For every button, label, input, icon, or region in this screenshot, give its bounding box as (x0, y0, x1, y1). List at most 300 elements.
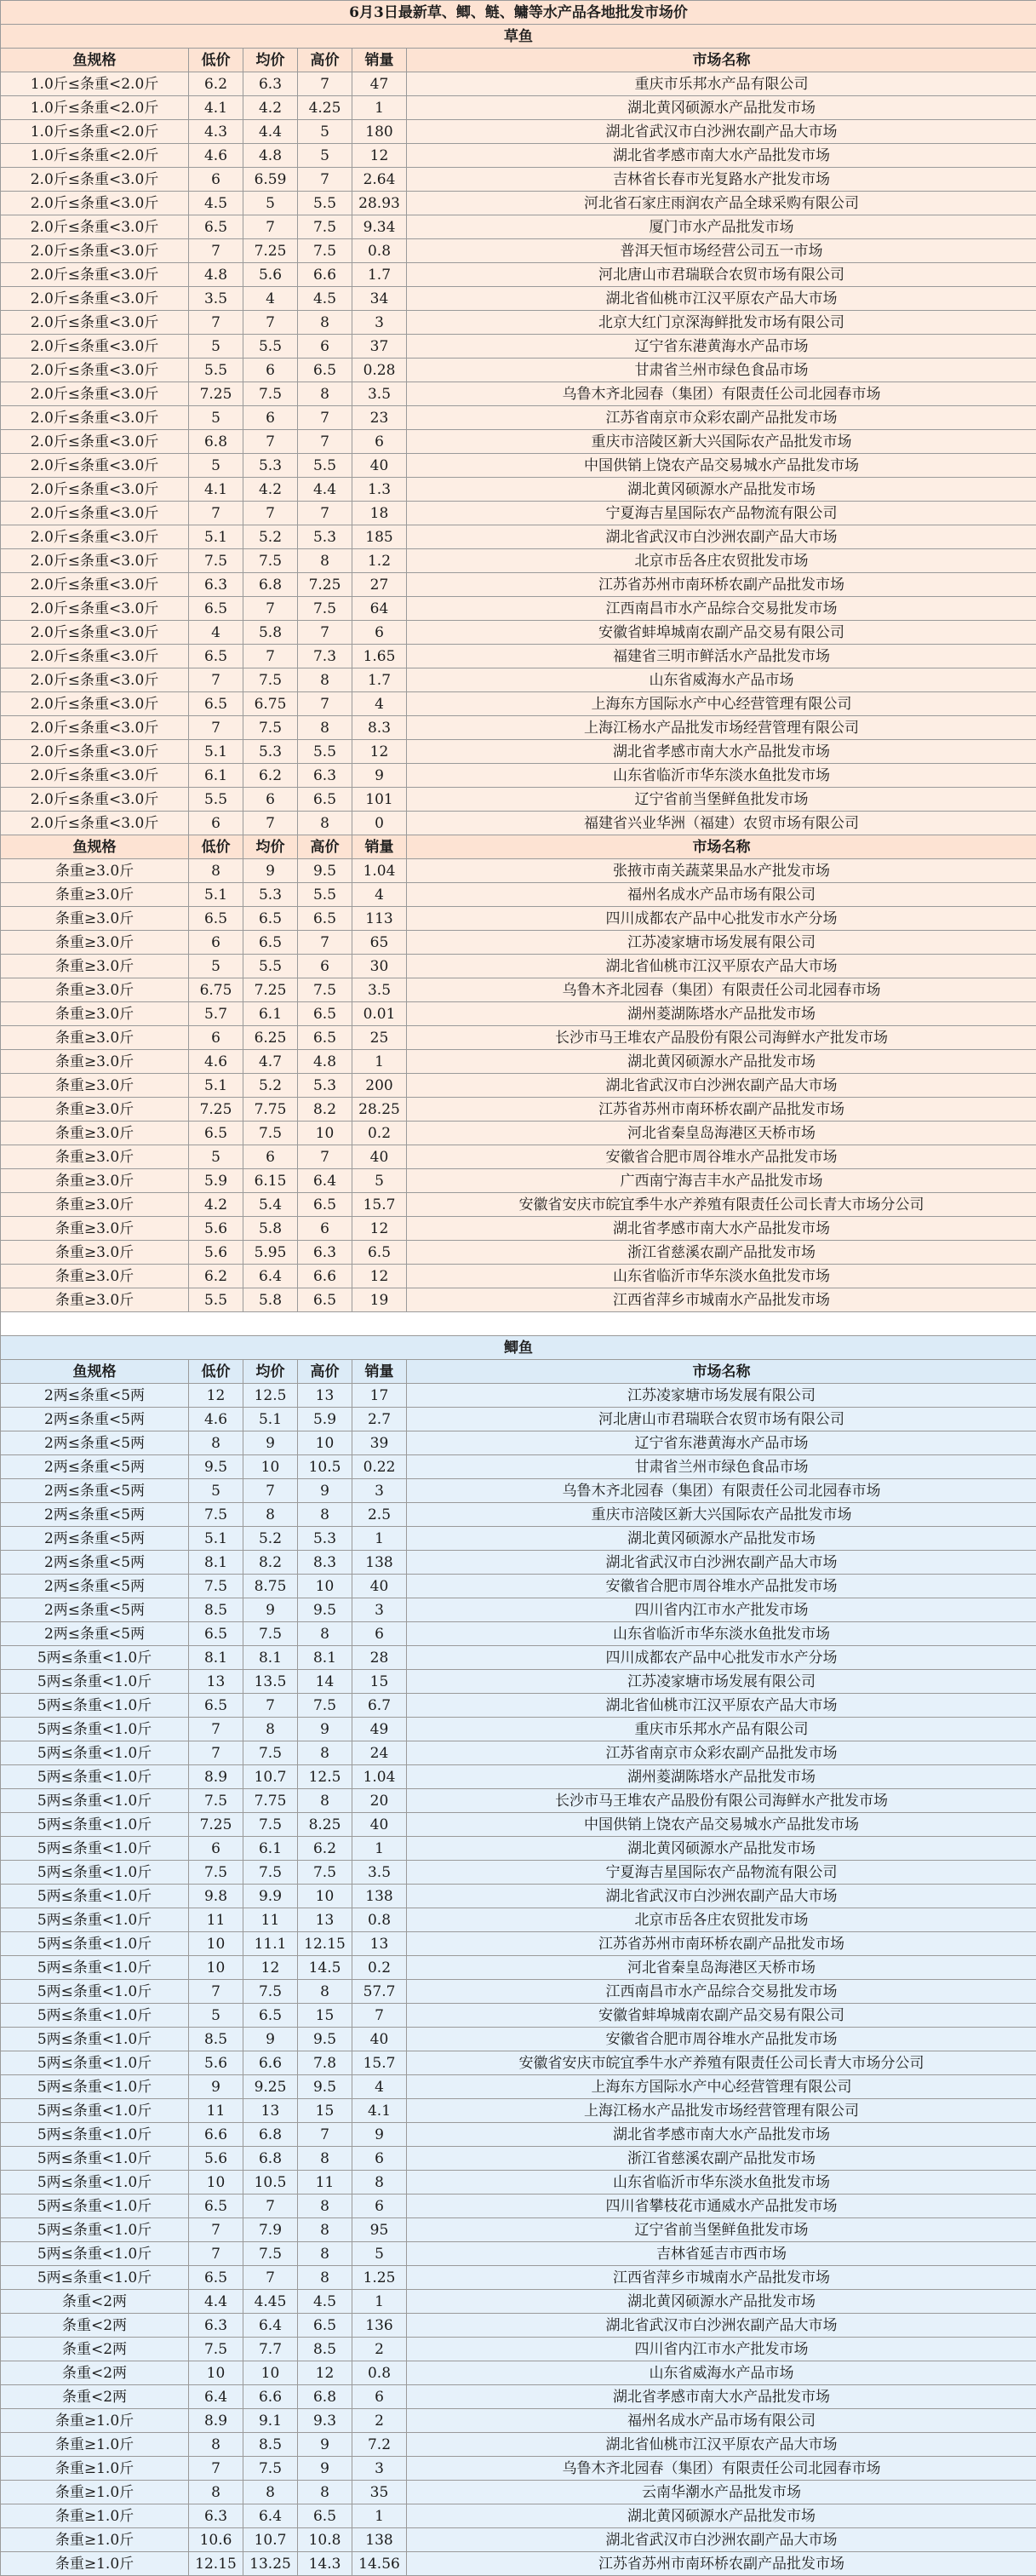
volume-cell: 7.2 (352, 2433, 407, 2457)
header-volume: 销量 (352, 1360, 407, 1384)
market-name-cell: 湖北省武汉市白沙洲农副产品大市场 (407, 1551, 1036, 1575)
market-name-cell: 厦门市水产品批发市场 (407, 215, 1036, 239)
low-price-cell: 6.5 (189, 215, 243, 239)
high-price-cell: 12.15 (298, 1932, 352, 1956)
low-price-cell: 7 (189, 668, 243, 692)
table-row (1, 2171, 1036, 2194)
table-row (1, 1145, 1036, 1169)
high-price-cell: 6.6 (298, 263, 352, 287)
spec-cell: 5两≤条重<1.0斤 (1, 1980, 189, 2004)
table-row (1, 1813, 1036, 1837)
volume-cell: 1 (352, 1050, 407, 1074)
avg-price-cell: 6.5 (243, 931, 298, 955)
volume-cell: 101 (352, 788, 407, 812)
high-price-cell: 6.5 (298, 788, 352, 812)
page-title: 6月3日最新草、鲫、鲢、鳙等水产品各地批发市场价 (1, 1, 1036, 25)
market-name-cell: 北京大红门京深海鲜批发市场有限公司 (407, 311, 1036, 335)
avg-price-cell: 7.5 (243, 668, 298, 692)
table-row (1, 1479, 1036, 1503)
low-price-cell: 5.1 (189, 1074, 243, 1098)
avg-price-cell: 6.4 (243, 2504, 298, 2528)
spec-cell: 条重≥3.0斤 (1, 1193, 189, 1217)
market-name-cell: 湖州菱湖陈塔水产品批发市场 (407, 1002, 1036, 1026)
high-price-cell: 10 (298, 1885, 352, 1908)
low-price-cell: 7 (189, 1741, 243, 1765)
volume-cell: 12 (352, 1217, 407, 1241)
avg-price-cell: 10.7 (243, 2528, 298, 2552)
spec-cell: 5两≤条重<1.0斤 (1, 1765, 189, 1789)
volume-cell: 5 (352, 1169, 407, 1193)
spec-cell: 5两≤条重<1.0斤 (1, 2099, 189, 2123)
spec-cell: 2.0斤≤条重<3.0斤 (1, 335, 189, 359)
spec-cell: 2.0斤≤条重<3.0斤 (1, 239, 189, 263)
volume-cell: 9.34 (352, 215, 407, 239)
spec-cell: 2两≤条重<5两 (1, 1408, 189, 1431)
header-spec: 鱼规格 (1, 835, 189, 859)
avg-price-cell: 13 (243, 2099, 298, 2123)
market-name-cell: 安徽省安庆市皖宜季牛水产养殖有限责任公司长青大市场分公司 (407, 2051, 1036, 2075)
spec-cell: 5两≤条重<1.0斤 (1, 1718, 189, 1741)
high-price-cell: 7 (298, 621, 352, 645)
avg-price-cell: 6.6 (243, 2385, 298, 2409)
spec-cell: 2.0斤≤条重<3.0斤 (1, 645, 189, 668)
volume-cell: 4.1 (352, 2099, 407, 2123)
table-row (1, 430, 1036, 454)
avg-price-cell: 4 (243, 287, 298, 311)
high-price-cell: 7.5 (298, 597, 352, 621)
spec-cell: 条重≥1.0斤 (1, 2481, 189, 2504)
volume-cell: 40 (352, 454, 407, 478)
spec-cell: 5两≤条重<1.0斤 (1, 1956, 189, 1980)
table-row (1, 1408, 1036, 1431)
market-name-cell: 吉林省延吉市西市场 (407, 2242, 1036, 2266)
table-row (1, 2338, 1036, 2361)
spec-cell: 2.0斤≤条重<3.0斤 (1, 692, 189, 716)
market-name-cell: 湖北黄冈硕源水产品批发市场 (407, 2290, 1036, 2314)
low-price-cell: 6 (189, 1026, 243, 1050)
table-row (1, 2075, 1036, 2099)
low-price-cell: 7.5 (189, 2338, 243, 2361)
low-price-cell: 5.5 (189, 788, 243, 812)
table-row (1, 1837, 1036, 1861)
market-name-cell: 山东省临沂市华东淡水鱼批发市场 (407, 1265, 1036, 1288)
table-row (1, 1885, 1036, 1908)
market-name-cell: 河北唐山市君瑞联合农贸市场有限公司 (407, 1408, 1036, 1431)
low-price-cell: 6.6 (189, 2123, 243, 2147)
high-price-cell: 11 (298, 2171, 352, 2194)
avg-price-cell: 7 (243, 645, 298, 668)
low-price-cell: 6.5 (189, 1694, 243, 1718)
volume-cell: 12 (352, 740, 407, 764)
avg-price-cell: 9 (243, 859, 298, 883)
market-name-cell: 江苏省苏州市南环桥农副产品批发市场 (407, 573, 1036, 597)
market-name-cell: 上海江杨水产品批发市场经营管理有限公司 (407, 716, 1036, 740)
avg-price-cell: 7 (243, 1694, 298, 1718)
table-row (1, 1241, 1036, 1265)
spec-cell: 2.0斤≤条重<3.0斤 (1, 430, 189, 454)
volume-cell: 23 (352, 406, 407, 430)
spec-cell: 2两≤条重<5两 (1, 1479, 189, 1503)
market-name-cell: 乌鲁木齐北园春（集团）有限责任公司北园春市场 (407, 978, 1036, 1002)
volume-cell: 17 (352, 1384, 407, 1408)
spec-cell: 条重≥1.0斤 (1, 2504, 189, 2528)
table-row (1, 597, 1036, 621)
high-price-cell: 7 (298, 692, 352, 716)
low-price-cell: 5.1 (189, 740, 243, 764)
table-row (1, 2314, 1036, 2338)
market-name-cell: 湖北黄冈硕源水产品批发市场 (407, 96, 1036, 120)
spec-cell: 2两≤条重<5两 (1, 1455, 189, 1479)
high-price-cell: 7 (298, 931, 352, 955)
section-title-row (1, 25, 1036, 49)
low-price-cell: 4.1 (189, 96, 243, 120)
low-price-cell: 6.5 (189, 645, 243, 668)
high-price-cell: 8 (298, 2242, 352, 2266)
market-name-cell: 安徽省安庆市皖宜季牛水产养殖有限责任公司长青大市场分公司 (407, 1193, 1036, 1217)
spec-cell: 5两≤条重<1.0斤 (1, 1694, 189, 1718)
volume-cell: 0.01 (352, 1002, 407, 1026)
spec-cell: 条重≥3.0斤 (1, 1217, 189, 1241)
table-row (1, 1265, 1036, 1288)
table-row (1, 1694, 1036, 1718)
header-avg: 均价 (243, 835, 298, 859)
table-row (1, 287, 1036, 311)
high-price-cell: 5.5 (298, 740, 352, 764)
table-row (1, 2361, 1036, 2385)
low-price-cell: 6.3 (189, 2314, 243, 2338)
market-name-cell: 湖州菱湖陈塔水产品批发市场 (407, 1765, 1036, 1789)
table-row (1, 2099, 1036, 2123)
volume-cell: 0.28 (352, 359, 407, 382)
market-name-cell: 江苏省苏州市南环桥农副产品批发市场 (407, 2552, 1036, 2576)
table-row (1, 2290, 1036, 2314)
market-name-cell: 宁夏海吉星国际农产品物流有限公司 (407, 1861, 1036, 1885)
table-row (1, 1980, 1036, 2004)
high-price-cell: 9 (298, 2457, 352, 2481)
low-price-cell: 8.5 (189, 1598, 243, 1622)
market-name-cell: 广西南宁海吉丰水产品批发市场 (407, 1169, 1036, 1193)
high-price-cell: 14 (298, 1670, 352, 1694)
spec-cell: 条重≥1.0斤 (1, 2528, 189, 2552)
market-name-cell: 江苏凌家塘市场发展有限公司 (407, 1670, 1036, 1694)
market-name-cell: 四川省内江市水产批发市场 (407, 1598, 1036, 1622)
high-price-cell: 10 (298, 1431, 352, 1455)
high-price-cell: 8 (298, 2147, 352, 2171)
high-price-cell: 8 (298, 1789, 352, 1813)
high-price-cell: 9.5 (298, 1598, 352, 1622)
spec-cell: 2.0斤≤条重<3.0斤 (1, 573, 189, 597)
table-row (1, 1741, 1036, 1765)
high-price-cell: 12 (298, 2361, 352, 2385)
market-name-cell: 山东省临沂市华东淡水鱼批发市场 (407, 2171, 1036, 2194)
avg-price-cell: 7.5 (243, 1861, 298, 1885)
table-row (1, 621, 1036, 645)
high-price-cell: 7 (298, 430, 352, 454)
market-name-cell: 浙江省慈溪农副产品批发市场 (407, 2147, 1036, 2171)
volume-cell: 1.25 (352, 2266, 407, 2290)
spec-cell: 2.0斤≤条重<3.0斤 (1, 549, 189, 573)
avg-price-cell: 6.75 (243, 692, 298, 716)
avg-price-cell: 6.59 (243, 168, 298, 192)
high-price-cell: 7 (298, 72, 352, 96)
volume-cell: 95 (352, 2218, 407, 2242)
spec-cell: 5两≤条重<1.0斤 (1, 2123, 189, 2147)
volume-cell: 14.56 (352, 2552, 407, 2576)
volume-cell: 13 (352, 1932, 407, 1956)
low-price-cell: 7 (189, 311, 243, 335)
avg-price-cell: 7.5 (243, 1813, 298, 1837)
avg-price-cell: 7 (243, 430, 298, 454)
table-row (1, 1074, 1036, 1098)
market-name-cell: 福州名成水产品市场有限公司 (407, 883, 1036, 907)
high-price-cell: 8 (298, 382, 352, 406)
market-name-cell: 湖北黄冈硕源水产品批发市场 (407, 1527, 1036, 1551)
spec-cell: 5两≤条重<1.0斤 (1, 2147, 189, 2171)
table-row (1, 2504, 1036, 2528)
high-price-cell: 7.5 (298, 1861, 352, 1885)
market-name-cell: 重庆市乐邦水产品有限公司 (407, 72, 1036, 96)
avg-price-cell: 8.1 (243, 1646, 298, 1670)
spec-cell: 条重≥1.0斤 (1, 2552, 189, 2576)
volume-cell: 1.2 (352, 549, 407, 573)
volume-cell: 20 (352, 1789, 407, 1813)
volume-cell: 15.7 (352, 1193, 407, 1217)
market-name-cell: 安徽省蚌埠城南农副产品交易有限公司 (407, 2004, 1036, 2028)
market-name-cell: 长沙市马王堆农产品股份有限公司海鲜水产批发市场 (407, 1789, 1036, 1813)
section-spacer (1, 1312, 1036, 1336)
avg-price-cell: 4.8 (243, 144, 298, 168)
market-name-cell: 山东省威海水产品市场 (407, 2361, 1036, 2385)
volume-cell: 6 (352, 1622, 407, 1646)
low-price-cell: 10 (189, 2361, 243, 2385)
avg-price-cell: 6.4 (243, 1265, 298, 1288)
market-name-cell: 上海江杨水产品批发市场经营管理有限公司 (407, 2099, 1036, 2123)
low-price-cell: 6 (189, 931, 243, 955)
volume-cell: 1.65 (352, 645, 407, 668)
high-price-cell: 9 (298, 1718, 352, 1741)
market-name-cell: 湖北黄冈硕源水产品批发市场 (407, 1837, 1036, 1861)
high-price-cell: 15 (298, 2099, 352, 2123)
table-row (1, 478, 1036, 502)
table-row (1, 1646, 1036, 1670)
low-price-cell: 8.1 (189, 1646, 243, 1670)
avg-price-cell: 4.7 (243, 1050, 298, 1074)
low-price-cell: 8.1 (189, 1551, 243, 1575)
avg-price-cell: 7 (243, 502, 298, 525)
avg-price-cell: 5.2 (243, 525, 298, 549)
spec-cell: 条重≥1.0斤 (1, 2457, 189, 2481)
high-price-cell: 5.5 (298, 883, 352, 907)
avg-price-cell: 7.5 (243, 1980, 298, 2004)
spec-cell: 2.0斤≤条重<3.0斤 (1, 668, 189, 692)
avg-price-cell: 8.75 (243, 1575, 298, 1598)
avg-price-cell: 7.5 (243, 2457, 298, 2481)
low-price-cell: 5 (189, 406, 243, 430)
high-price-cell: 15 (298, 2004, 352, 2028)
high-price-cell: 6.5 (298, 1026, 352, 1050)
spec-cell: 2两≤条重<5两 (1, 1503, 189, 1527)
table-row (1, 1789, 1036, 1813)
table-row (1, 311, 1036, 335)
low-price-cell: 7 (189, 502, 243, 525)
spec-cell: 5两≤条重<1.0斤 (1, 1932, 189, 1956)
low-price-cell: 11 (189, 1908, 243, 1932)
high-price-cell: 8.25 (298, 1813, 352, 1837)
low-price-cell: 5.1 (189, 883, 243, 907)
table-row (1, 1551, 1036, 1575)
high-price-cell: 12.5 (298, 1765, 352, 1789)
title-row (1, 1, 1036, 25)
market-name-cell: 湖北省武汉市白沙洲农副产品大市场 (407, 2314, 1036, 2338)
market-name-cell: 湖北省孝感市南大水产品批发市场 (407, 740, 1036, 764)
high-price-cell: 8.2 (298, 1098, 352, 1122)
market-name-cell: 江苏省南京市众彩农副产品批发市场 (407, 406, 1036, 430)
market-name-cell: 安徽省合肥市周谷堆水产品批发市场 (407, 1145, 1036, 1169)
avg-price-cell: 13.25 (243, 2552, 298, 2576)
table-row (1, 2409, 1036, 2433)
spec-cell: 2两≤条重<5两 (1, 1598, 189, 1622)
table-row (1, 120, 1036, 144)
high-price-cell: 8.3 (298, 1551, 352, 1575)
volume-cell: 40 (352, 1813, 407, 1837)
high-price-cell: 5 (298, 144, 352, 168)
high-price-cell: 6.5 (298, 907, 352, 931)
market-name-cell: 重庆市涪陵区新大兴国际农产品批发市场 (407, 1503, 1036, 1527)
high-price-cell: 7.3 (298, 645, 352, 668)
spec-cell: 2.0斤≤条重<3.0斤 (1, 502, 189, 525)
avg-price-cell: 4.2 (243, 478, 298, 502)
low-price-cell: 8.9 (189, 2409, 243, 2433)
market-name-cell: 山东省威海水产品市场 (407, 668, 1036, 692)
table-row (1, 1026, 1036, 1050)
volume-cell: 40 (352, 1575, 407, 1598)
table-row (1, 1503, 1036, 1527)
table-row (1, 263, 1036, 287)
high-price-cell: 9.5 (298, 859, 352, 883)
low-price-cell: 7.25 (189, 1813, 243, 1837)
table-row (1, 645, 1036, 668)
low-price-cell: 6.3 (189, 2504, 243, 2528)
avg-price-cell: 6.3 (243, 72, 298, 96)
spec-cell: 5两≤条重<1.0斤 (1, 2028, 189, 2051)
volume-cell: 6 (352, 2194, 407, 2218)
spec-cell: 2.0斤≤条重<3.0斤 (1, 215, 189, 239)
market-name-cell: 北京市岳各庄农贸批发市场 (407, 549, 1036, 573)
volume-cell: 3.5 (352, 1861, 407, 1885)
table-row (1, 2433, 1036, 2457)
low-price-cell: 7.5 (189, 1503, 243, 1527)
low-price-cell: 7.5 (189, 549, 243, 573)
avg-price-cell: 8.5 (243, 2433, 298, 2457)
volume-cell: 6 (352, 2147, 407, 2171)
avg-price-cell: 7.7 (243, 2338, 298, 2361)
table-row (1, 406, 1036, 430)
volume-cell: 6.5 (352, 1241, 407, 1265)
table-row (1, 1431, 1036, 1455)
avg-price-cell: 6.1 (243, 1837, 298, 1861)
low-price-cell: 7.5 (189, 1861, 243, 1885)
low-price-cell: 4.4 (189, 2290, 243, 2314)
spec-cell: 1.0斤≤条重<2.0斤 (1, 72, 189, 96)
volume-cell: 138 (352, 1551, 407, 1575)
spec-cell: 5两≤条重<1.0斤 (1, 1646, 189, 1670)
spec-cell: 5两≤条重<1.0斤 (1, 2266, 189, 2290)
high-price-cell: 7 (298, 168, 352, 192)
spec-cell: 条重<2两 (1, 2314, 189, 2338)
low-price-cell: 8 (189, 2481, 243, 2504)
high-price-cell: 8 (298, 549, 352, 573)
avg-price-cell: 5.5 (243, 955, 298, 978)
low-price-cell: 7.25 (189, 1098, 243, 1122)
spec-cell: 条重≥3.0斤 (1, 1241, 189, 1265)
avg-price-cell: 10.7 (243, 1765, 298, 1789)
market-name-cell: 上海东方国际水产中心经营管理有限公司 (407, 692, 1036, 716)
avg-price-cell: 6 (243, 1145, 298, 1169)
spec-cell: 2.0斤≤条重<3.0斤 (1, 740, 189, 764)
avg-price-cell: 5.95 (243, 1241, 298, 1265)
low-price-cell: 4 (189, 621, 243, 645)
spec-cell: 2.0斤≤条重<3.0斤 (1, 168, 189, 192)
spec-cell: 条重<2两 (1, 2338, 189, 2361)
high-price-cell: 8 (298, 812, 352, 835)
volume-cell: 5 (352, 2242, 407, 2266)
spec-cell: 条重≥3.0斤 (1, 883, 189, 907)
volume-cell: 1.04 (352, 1765, 407, 1789)
low-price-cell: 10.6 (189, 2528, 243, 2552)
low-price-cell: 5 (189, 955, 243, 978)
volume-cell: 8.3 (352, 716, 407, 740)
spec-cell: 2.0斤≤条重<3.0斤 (1, 406, 189, 430)
header-volume: 销量 (352, 835, 407, 859)
volume-cell: 3 (352, 1598, 407, 1622)
spacer-cell (1, 1312, 1036, 1336)
volume-cell: 64 (352, 597, 407, 621)
high-price-cell: 5.5 (298, 192, 352, 215)
high-price-cell: 8 (298, 1622, 352, 1646)
market-name-cell: 福建省三明市鲜活水产品批发市场 (407, 645, 1036, 668)
market-name-cell: 北京市岳各庄农贸批发市场 (407, 1908, 1036, 1932)
market-name-cell: 辽宁省前当堡鲜鱼批发市场 (407, 788, 1036, 812)
low-price-cell: 10 (189, 1932, 243, 1956)
table-row (1, 1169, 1036, 1193)
table-row (1, 1861, 1036, 1885)
header-spec: 鱼规格 (1, 49, 189, 72)
high-price-cell: 6.5 (298, 2504, 352, 2528)
spec-cell: 条重≥3.0斤 (1, 931, 189, 955)
volume-cell: 7 (352, 2004, 407, 2028)
spec-cell: 5两≤条重<1.0斤 (1, 2004, 189, 2028)
avg-price-cell: 7.9 (243, 2218, 298, 2242)
volume-cell: 113 (352, 907, 407, 931)
spec-cell: 5两≤条重<1.0斤 (1, 2075, 189, 2099)
volume-cell: 2 (352, 2338, 407, 2361)
table-row (1, 764, 1036, 788)
spec-cell: 2.0斤≤条重<3.0斤 (1, 311, 189, 335)
low-price-cell: 9 (189, 2075, 243, 2099)
high-price-cell: 6.3 (298, 1241, 352, 1265)
table-row (1, 144, 1036, 168)
high-price-cell: 9 (298, 1479, 352, 1503)
market-name-cell: 江苏省苏州市南环桥农副产品批发市场 (407, 1098, 1036, 1122)
low-price-cell: 4.8 (189, 263, 243, 287)
spec-cell: 2.0斤≤条重<3.0斤 (1, 812, 189, 835)
market-name-cell: 湖北省孝感市南大水产品批发市场 (407, 2123, 1036, 2147)
low-price-cell: 6.75 (189, 978, 243, 1002)
table-row (1, 2481, 1036, 2504)
volume-cell: 18 (352, 502, 407, 525)
table-row (1, 1122, 1036, 1145)
market-name-cell: 江苏省南京市众彩农副产品批发市场 (407, 1741, 1036, 1765)
